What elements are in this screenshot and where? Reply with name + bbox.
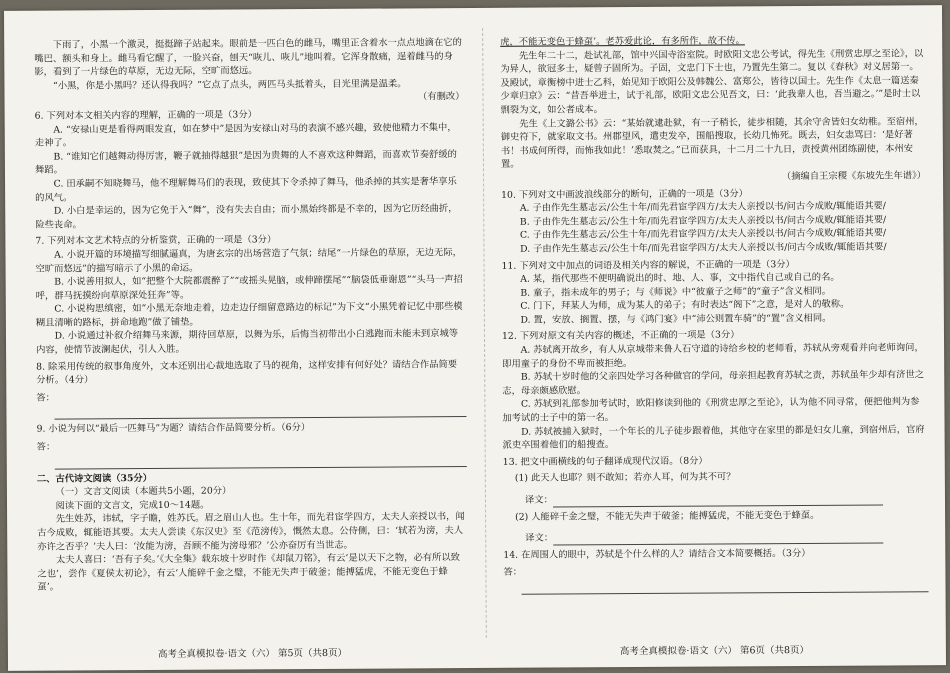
translation-label: 译文： bbox=[525, 532, 554, 544]
question-7 bbox=[35, 232, 466, 357]
page-footer-right: 高考全真模拟卷·语文（六） 第6页（共8页） bbox=[619, 644, 810, 658]
classical-passage-2: 太夫人喜曰：‘吾有子矣。’《大全集》载东坡十岁时作《却鼠刀铭》，有云‘是以天下之物，必有所以致之也’，尝作《夏侯太初论》，有云‘人能碎千金之璧，不能无失声于破釜；能搏猛虎，不能无变色于蜂虿’。 bbox=[37, 552, 460, 594]
question-10-option-c: C. 子由作先生墓志云/公生十年/而先君宦学四方/太夫人亲授以书/问古今成败/辄能语其要/ bbox=[519, 227, 887, 242]
question-7-stem: 7. 下列对本文艺术特点的分析鉴赏，正确的一项是（3分） bbox=[35, 234, 277, 247]
question-7-option-b: B. 小说善用拟人，如“把整个大院都震醉了”“或摇头晃脑，或伸蹄摆尾”“脑袋低垂谢恩”“头马一声招呼，群马抚摸纷向草原深处狂奔”等。 bbox=[35, 274, 463, 302]
question-14-stem: 14. 在周围人的眼中，苏轼是个什么样的人？请结合文本简要概括。（3分） bbox=[503, 547, 811, 561]
question-6-option-c: C. 田承嗣不知晓舞马，他不理解舞马们的表现，致使其下令杀掉了舞马，他杀掉的其实是奢华享乐的风气。 bbox=[35, 176, 457, 204]
exam-paper bbox=[4, 5, 946, 671]
translation-label: 译文： bbox=[524, 494, 553, 506]
answer-line[interactable] bbox=[54, 416, 466, 420]
question-12-option-d: D. 苏轼被捕入狱时，一个年长的儿子徒步跟着他，其他守在家里的都是妇女儿童，到宿州后，官府派吏卒围着他们的船搜查。 bbox=[502, 423, 925, 452]
question-6-option-b: B. “谁知它们越舞动得厉害，鞭子就抽得越狠”是因为贵舞的人不喜欢这种舞蹈，而喜欢节奏舒缓的舞蹈。 bbox=[34, 148, 457, 177]
classical-passage-4: 先生年二十二，赴试礼部，馆中兴国寺浴室院。时欧阳文忠公考试，得先生《刑赏忠厚之至论》，以为异人，欲冠多士，疑曾子固所为。子固，文忠门下士也，乃置先生第二。复以《春秋》对义居第一。及殿试，章衡榜中进士乙科，始见知于欧阳公及韩魏公、富郑公，皆待以国士。先生作《太息一篇送秦少章归京》云：“昔吾举进士，试于礼部，欧阳文忠公见吾文，曰：‘此我辈人也，吾当避之。’”是时士以剽裂为文，如公者成本。 bbox=[500, 47, 924, 116]
passage-source: （摘编自王宗稷《东坡先生年谱》） bbox=[781, 170, 927, 183]
question-12-stem: 12. 下列对原文有关内容的概述，不正确的一项是（3分） bbox=[501, 329, 740, 343]
question-10 bbox=[501, 186, 926, 257]
question-10-stem: 10. 下列对文中画波浪线部分的断句，正确的一项是（3分） bbox=[501, 187, 748, 201]
classical-passage-3: 虎，不能无变色于蜂虿’。老苏爱此论，有多所作，故不传。 bbox=[500, 35, 745, 48]
question-10-option-d: D. 子由作先生墓志云/公生十年/而先君宦学四方/太夫人亲授以书/问古今成败/辄能语其要/ bbox=[520, 241, 887, 255]
question-6-stem: 6. 下列对本文相关内容的理解，正确的一项是（3分） bbox=[34, 109, 257, 122]
question-11 bbox=[502, 257, 927, 328]
story-paragraph-1: 下雨了，小黑一个激灵，挺挺蹄子站起来。眼前是一匹白色的雌马，嘴里正含着水一点点地滴在它的嘴巴、额头和身上。雌马看它醒了，一脸兴奋，刨天“咴儿、咴儿”地叫着。它浑身散痛，逞着雌马的身影，看到了一片绿色的草原，无边无际，空旷而悠远。 bbox=[34, 37, 462, 78]
left-column bbox=[34, 36, 467, 595]
question-12 bbox=[502, 328, 928, 453]
answer-line[interactable] bbox=[522, 591, 929, 594]
question-6 bbox=[35, 107, 466, 232]
answer-line[interactable] bbox=[55, 466, 467, 470]
right-column bbox=[500, 33, 928, 595]
question-9 bbox=[37, 420, 467, 469]
question-7-option-c: C. 小说构思缜密，如“小黑无奈地走着，边走边仔细留意路边的标记”为下文“小黑凭着记忆中那些模糊且清晰的路标，拼命地跑”做了铺垫。 bbox=[35, 301, 463, 329]
question-8-answer-label: 答： bbox=[36, 392, 56, 404]
question-12-option-b: B. 苏轼十岁时他的父亲四处学习各种做官的学问，母亲担起教育苏轼之责，苏轼虽年少却有济世之志，母亲颇感欣慰。 bbox=[502, 369, 925, 397]
question-11-option-a: A. 某，指代那些不便明确说出的时、地、人、事，文中指代自己或自己的名。 bbox=[520, 271, 840, 285]
question-8-stem: 8. 除采用传统的叙事角度外，文本还别出心裁地选取了马的视角，这样安排有何好处？请结合作品简要分析。（4分） bbox=[36, 358, 458, 386]
question-12-option-a: A. 苏轼离开故乡，有人从京城带来鲁人石守道的诗给乡校的老师看，苏轼从旁观看并向老师询问，即用童子的身份不卑而被拒绝。 bbox=[502, 342, 924, 370]
question-6-option-a: A. “安禄山更是看得两眼发直，如在梦中”是因为安禄山对马的表演不感兴趣，致使他精力不集中，走神了。 bbox=[34, 121, 457, 149]
question-11-option-d: D. 置，安放、搁置、摆，与《鸿门宴》中“沛公则置车骑”的“置”含义相同。 bbox=[520, 312, 832, 326]
question-9-answer-label: 答： bbox=[36, 441, 56, 453]
column-divider bbox=[482, 28, 487, 638]
question-14-answer-label: 答： bbox=[503, 567, 523, 579]
question-10-option-b: B. 子由作先生墓志云/公生十年/而先君宦学四方/太夫人亲授以书/问古今成败/辄能语其要/ bbox=[519, 214, 887, 228]
classical-passage-5: 先生《上文潞公书》云：“某始就逮赴狱，有一子稍长，徒步相随，其余守舍皆妇女幼稚。至宿州，御史符下，就家取文书。州郡望风，遣吏发卒，围船搜取，长幼几怖死。既去，妇女恚骂曰：‘是好著书！书成何所得，而怖我如此！’悉取焚之。”已而获具，十二月二十九日，责授黄州团练副使，本州安置。 bbox=[500, 115, 924, 171]
question-13-stem: 13. 把文中画横线的句子翻译成现代汉语。（8分） bbox=[502, 455, 708, 468]
story-source: （有删改） bbox=[417, 91, 465, 103]
question-11-option-c: C. 门下，拜某人为师，成为某人的弟子；有时表达“阁下”之意，是对人的敬称。 bbox=[520, 298, 850, 313]
question-11-stem: 11. 下列对文中加点的词语及相关内容的解说，不正确的一项是（3分） bbox=[501, 258, 795, 272]
question-7-option-a: A. 小说开篇的环境描写细腻逼真，为唐玄宗的出场营造了气氛；结尾“一片绿色的草原，无边无际，空旷而悠远”的描写暗示了小黑的命运。 bbox=[35, 246, 462, 275]
question-13-sub-2: (2) 人能碎千金之璧，不能无失声于破釜；能搏猛虎，不能无变色于蜂虿。 bbox=[515, 509, 820, 523]
question-7-option-d: D. 小说通过补叙介绍舞马来源，期待回草原，以舞为乐，后悔当初带出小白逃跑而未能未到京城等内容，使情节波澜起伏，引人入胜。 bbox=[36, 328, 459, 356]
translation-blank[interactable] bbox=[553, 533, 883, 545]
question-9-stem: 9. 小说为何以“最后一匹舞马”为题？请结合作品简要分析。（6分） bbox=[36, 422, 311, 436]
section-2-title: 二、古代诗文阅读（35分） bbox=[36, 472, 153, 485]
question-13 bbox=[503, 453, 929, 546]
question-6-option-d: D. 小白是幸运的，因为它免于入“舞”，没有失去自由；而小黑始终都是不幸的，因为它历经曲折，险些丧命。 bbox=[35, 203, 458, 231]
question-14 bbox=[503, 546, 928, 595]
translation-line-2[interactable] bbox=[525, 529, 928, 545]
classical-passage-1: 先生姓苏，讳轼，字子瞻，姓苏氏。眉之眉山人也。生十年，而先君宦学四方，太夫人亲授以书，闻古今成败，辄能语其要。太夫人尝读《东汉史》至《范滂传》，慨然太息。公侍侧，曰：‘轼若为滂，夫人亦许之否乎？’夫人曰：‘汝能为滂，吾顾不能为滂母邪？’公亦奋厉有当世志。 bbox=[37, 511, 465, 553]
section-2-instruction: 阅读下面的文言文，完成10～14题。 bbox=[55, 499, 210, 512]
question-13-sub-1: (1) 此天人也耶？则不敢知；若亦人耳，何为其不可？ bbox=[514, 471, 736, 485]
question-11-option-b: B. 童子，指未成年的男子；与《师说》中“彼童子之师”的“童子”含义相同。 bbox=[520, 285, 832, 299]
question-12-option-c: C. 苏轼到礼部参加考试时，欧阳修读到他的《刑赏忠厚之至论》，认为他不同寻常，便把他判为参加考试的士子中的第一名。 bbox=[502, 396, 920, 424]
question-10-option-a: A. 子由作先生墓志云/公生十年/而先君宦学四方/太夫人亲授以书/问古今成败/辄能语其要/ bbox=[519, 200, 886, 214]
translation-line-1[interactable] bbox=[525, 491, 928, 507]
story-paragraph-2: “小黑，你是小黑吗？还认得我吗？”它点了点头，两匹马头抵着头，目光里满是温柔。 bbox=[53, 78, 407, 92]
translation-blank[interactable] bbox=[553, 495, 883, 507]
page-footer-left: 高考全真模拟卷·语文（六） 第5页（共8页） bbox=[157, 647, 348, 660]
question-8 bbox=[36, 358, 466, 420]
section-2-subtitle: （一）文言文阅读（本题共5小题，20分） bbox=[55, 485, 232, 498]
